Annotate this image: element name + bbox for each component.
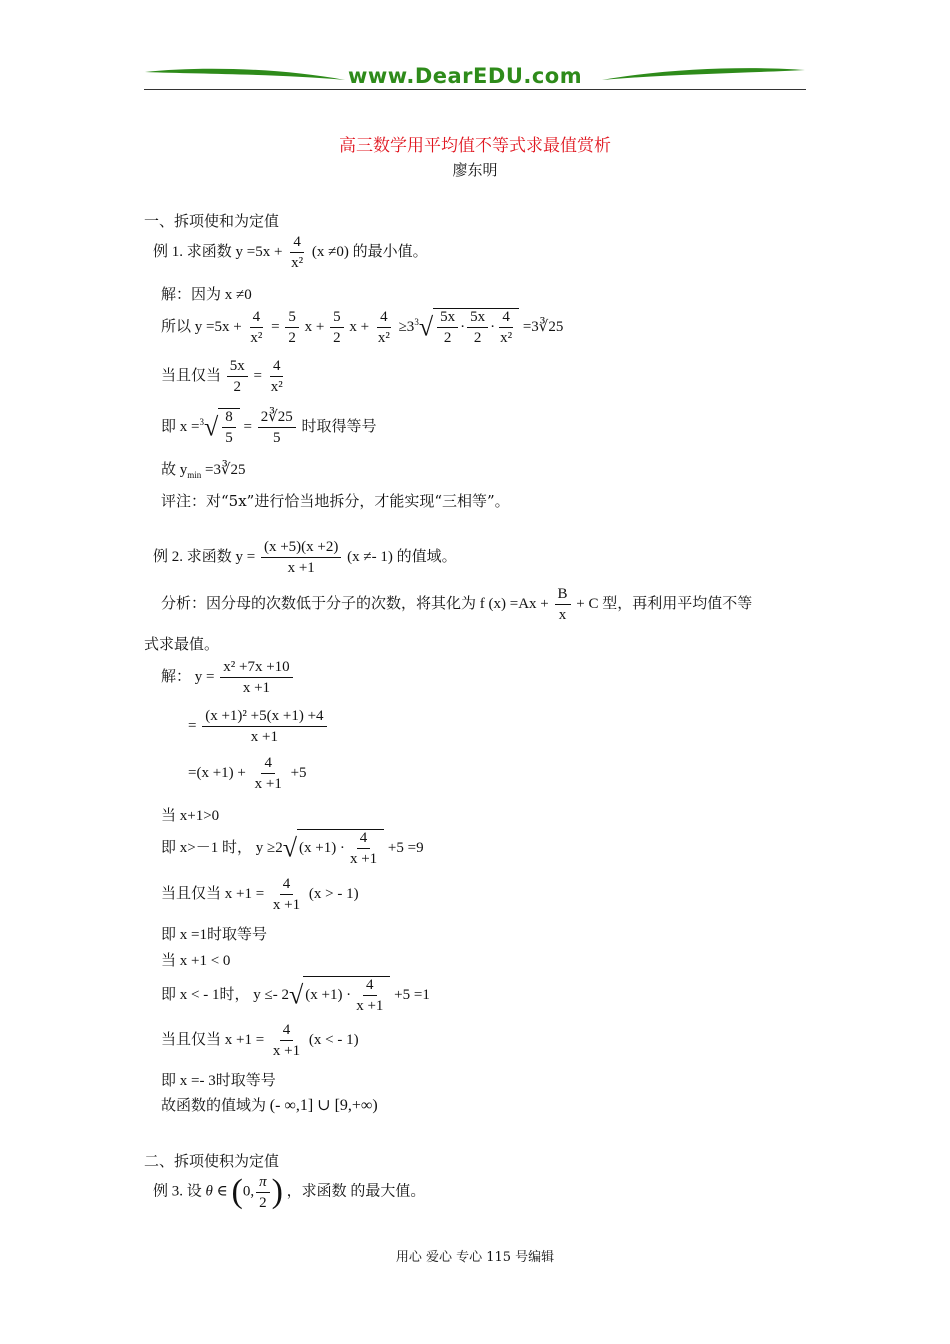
sol1-ie-line — [161, 408, 377, 446]
ex3-prefix: 例 3. 设 — [153, 1183, 202, 1200]
ex1-suffix: (x ≠0) 的最小值。 — [311, 243, 428, 260]
ex3-lparen: ( — [231, 1173, 243, 1210]
case1-radicand — [297, 829, 384, 867]
so-r1 — [437, 309, 458, 346]
so-frac2-num: 5 — [285, 309, 299, 328]
case1-ie-prefix: 即 x>－1 时， — [161, 839, 252, 856]
ex3-frac — [256, 1174, 270, 1211]
ex1-den: x² — [291, 255, 304, 271]
sol1-note: 评注：对“5x”进行恰当地拆分，才能实现“三相等”。 — [161, 492, 510, 510]
so-r2-num: 5x — [467, 309, 488, 328]
ex1-fraction — [288, 234, 306, 271]
so-prefix: 所以 y =5x + — [161, 318, 242, 335]
ex2-step2 — [188, 708, 329, 745]
case1-radical-sign: √ — [282, 833, 297, 863]
min-sub: min — [187, 470, 202, 480]
range-val: (- ∞,1] ∪ [9,+∞) — [269, 1097, 378, 1114]
so-radicand: $\frac{5x}{2}$ · $\frac{5x}{2}$ · $\frac{4}{\text{x²}}$ — [433, 308, 519, 346]
case1-tail: +5 =9 — [387, 839, 424, 856]
case1-rad-n: 4 — [357, 830, 371, 849]
case2-rad-a: (x +1) · — [305, 986, 352, 1003]
so-r3-den: x² — [500, 330, 513, 346]
case1-label: 当 x+1>0 — [161, 808, 220, 824]
case1-eq — [161, 876, 359, 913]
sol1-intro: 解：因为 x ≠0 — [161, 287, 252, 303]
ie-eq: = — [243, 418, 252, 435]
case2-rad-frac — [353, 977, 386, 1014]
step1-prefix: y = — [194, 668, 215, 685]
example1 — [153, 234, 428, 271]
step3-suffix: +5 — [290, 764, 307, 781]
sol1-so-line — [161, 308, 563, 346]
doc-author: 廖东明 — [452, 161, 498, 179]
case1-eq-prefix: 当且仅当 x +1 = — [161, 885, 265, 902]
case1-eq-frac — [270, 876, 303, 913]
ex2-den: x +1 — [287, 560, 315, 576]
eqw-frac2 — [268, 358, 286, 395]
so-frac1 — [247, 309, 265, 346]
ie-prefix: 即 x = — [161, 418, 200, 435]
case1-take: 即 x =1时取等号 — [161, 927, 267, 943]
sol1-min — [161, 458, 246, 480]
so-frac3-den: 2 — [333, 330, 341, 346]
header-site-link[interactable]: www.DearEDU.com — [348, 64, 583, 88]
case1-eq-d: x +1 — [272, 897, 301, 913]
so-frac2-den: 2 — [288, 330, 296, 346]
ex2-analysis-cont: 式求最值。 — [144, 635, 220, 653]
section1-heading: 一、拆项使和为定值 — [144, 212, 280, 230]
ex1-prefix: 例 1. 求函数 y =5x + — [153, 243, 283, 260]
so-frac3-num: 5 — [330, 309, 344, 328]
so-frac4 — [375, 309, 393, 346]
so-frac1-num: 4 — [250, 309, 264, 328]
eqw-d1: 2 — [233, 379, 242, 395]
page-footer: 用心 爱心 专心 115 号编辑 — [395, 1250, 555, 1265]
ie-d: 5 — [273, 430, 281, 446]
ex3-int-a: 0, — [242, 1183, 255, 1200]
so-frac2 — [285, 309, 299, 346]
analysis-prefix: 分析：因分母的次数低于分子的次数，将其化为 f (x) =Ax + — [161, 595, 549, 612]
min-val: =3∛25 — [205, 462, 246, 478]
step1-d: x +1 — [242, 680, 271, 696]
step3-frac — [252, 755, 285, 792]
so-radical-sign: √ — [418, 312, 434, 342]
so-x: x + — [304, 318, 325, 335]
so-cube-index: 3 — [414, 316, 419, 327]
step3-d: x +1 — [254, 776, 282, 792]
step2-d: x +1 — [250, 729, 278, 745]
ie-n: 2∛25 — [258, 409, 296, 428]
ex3-n: π — [256, 1174, 270, 1193]
case2-eq-d: x +1 — [272, 1043, 301, 1059]
ie-rn: 8 — [222, 409, 236, 428]
so-frac4-num: 4 — [377, 309, 391, 328]
case2-eq-prefix: 当且仅当 x +1 = — [161, 1031, 265, 1048]
example2 — [153, 539, 457, 576]
case2-ineq-lhs: y ≤- 2 — [253, 986, 289, 1003]
eqw-prefix: 当且仅当 — [161, 367, 222, 384]
step1-frac — [220, 659, 292, 696]
ex3-theta: θ ∈ — [205, 1183, 228, 1200]
case2-eq — [161, 1022, 359, 1059]
ie-rfrac — [222, 409, 236, 446]
case2-take: 即 x =- 3时取等号 — [161, 1073, 276, 1089]
step3-prefix: =(x +1) + — [188, 764, 246, 781]
analysis-suffix: + C 型，再利用平均值不等 — [576, 595, 753, 612]
ex2-step1 — [161, 659, 295, 696]
case2-eq-frac — [270, 1022, 303, 1059]
ex3-d: 2 — [259, 1194, 267, 1211]
ie-rd: 5 — [225, 430, 233, 446]
ie-cube-index: 3 — [199, 416, 204, 427]
case2-radical-sign: √ — [288, 980, 304, 1010]
example3 — [153, 1173, 425, 1211]
eqw-eq: = — [253, 367, 262, 384]
step1-n: x² +7x +10 — [220, 659, 292, 678]
analysis-n: B — [555, 586, 571, 605]
so-r1-num: 5x — [437, 309, 458, 328]
case2-rad-d: x +1 — [356, 998, 384, 1014]
eqw-n1: 5x — [227, 358, 248, 377]
case2-ineq — [161, 976, 430, 1014]
analysis-frac — [555, 586, 571, 623]
case1-rad-a: (x +1) · — [298, 839, 345, 856]
so-mid: = — [271, 318, 280, 335]
ex2-prefix: 例 2. 求函数 y = — [153, 548, 256, 565]
section2-heading: 二、拆项使积为定值 — [144, 1152, 280, 1170]
case2-ie-prefix: 即 x < - 1时， — [161, 986, 250, 1003]
case2-eq-suffix: (x < - 1) — [308, 1031, 359, 1048]
range-prefix: 故函数的值域为 — [161, 1098, 267, 1114]
step2-n: (x +1)² +5(x +1) +4 — [202, 708, 326, 727]
so-ge: ≥3 — [398, 318, 415, 335]
so-r2 — [467, 309, 488, 346]
case2-rad-n: 4 — [363, 977, 377, 996]
step2-frac — [202, 708, 326, 745]
eqw-d2: x² — [270, 379, 283, 395]
doc-title: 高三数学用平均值不等式求最值赏析 — [339, 136, 611, 156]
ex3-rparen: ) — [271, 1173, 283, 1210]
case2-tail: +5 =1 — [394, 986, 430, 1003]
so-frac3 — [330, 309, 344, 346]
ex2-frac — [261, 539, 341, 576]
ie-radical-sign: √ — [203, 412, 219, 442]
ex2-step3 — [188, 755, 307, 792]
so-r3-num: 4 — [499, 309, 513, 328]
ex2-sol-label: 解： — [161, 668, 192, 685]
ex2-analysis — [161, 586, 752, 623]
eqw-frac1 — [227, 358, 248, 395]
header-rule — [144, 89, 806, 90]
ex3-suffix: ，求函数 的最大值。 — [286, 1183, 426, 1200]
eqw-n2: 4 — [270, 358, 284, 377]
so-r3 — [497, 309, 515, 346]
ie-radicand — [218, 408, 240, 446]
step2-prefix: = — [188, 717, 197, 734]
ie-suffix: 时取得等号 — [301, 418, 377, 435]
case1-rad-d: x +1 — [349, 851, 378, 867]
so-end: =3∛25 — [522, 318, 564, 335]
case1-ineq-lhs: y ≥2 — [255, 839, 283, 856]
case2-radicand — [303, 976, 390, 1014]
case1-eq-suffix: (x > - 1) — [308, 885, 359, 902]
analysis-d: x — [558, 607, 567, 623]
case2-label: 当 x +1 < 0 — [161, 953, 231, 969]
ex2-num: (x +5)(x +2) — [261, 539, 341, 558]
step3-n: 4 — [261, 755, 275, 774]
case1-rad-frac — [347, 830, 380, 867]
case1-eq-n: 4 — [280, 876, 294, 895]
case1-ineq — [161, 829, 424, 867]
so-frac1-den: x² — [250, 330, 263, 346]
ex1-num: 4 — [290, 234, 304, 253]
so-frac4-den: x² — [377, 330, 390, 346]
min-prefix: 故 y — [161, 462, 188, 478]
case2-eq-n: 4 — [280, 1022, 294, 1041]
so-r1-den: 2 — [443, 330, 452, 346]
so-r2-den: 2 — [473, 330, 482, 346]
ie-frac — [258, 409, 296, 446]
right-swoosh — [602, 68, 805, 80]
ex2-range — [161, 1094, 378, 1115]
so-x2: x + — [349, 318, 370, 335]
left-swoosh — [145, 69, 345, 80]
ex2-suffix: (x ≠- 1) 的值域。 — [347, 548, 457, 565]
sol1-equality-cond — [161, 358, 288, 395]
